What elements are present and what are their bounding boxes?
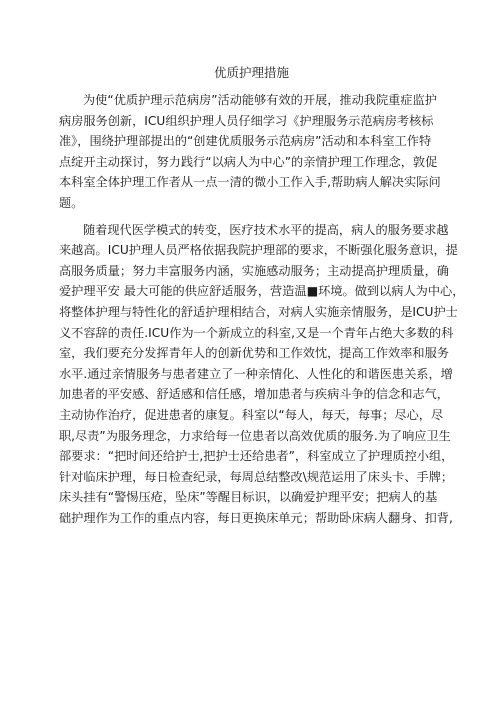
paragraph-line: 准》，围绕护理部提出的“创建优质服务示范病房”活动和本科室工作特 [59,134,432,149]
paragraph-line: 为使“优质护理示范病房”活动能够有效的开展，推动我院重症监护 [83,93,437,107]
paragraph-line: 病房服务创新，ICU组织护理人员仔细学习《护理服务示范病房考核标 [59,113,434,128]
paragraph-line: 爱护理平安 最大可能的供应舒适服务，营造温■环境。做到以病人为中心， [59,284,465,299]
paragraph-line: 将整体护理与特性化的舒适护理相结合，对病人实施亲情服务，是ICU护士 [59,304,458,319]
paragraph-line: 床头挂有“警惕压疮，坠床”等醒目标识，以确爱护理平安；把病人的基 [59,490,438,505]
paragraph-1 [59,90,441,214]
paragraph-line: 职,尽责”为服务理念，力求给每一位患者以高效优质的服务.为了响应卫生 [59,428,451,443]
paragraph-line: 本科室全体护理工作者从一点一清的微小工作入手,帮助病人解决实际问 [59,175,441,190]
paragraph-line: 加患者的平安感、舒适感和信任感，增加患者与疾病斗争的信念和志气， [59,387,449,402]
paragraph-line: 部要求：“把时间还给护士,把护士还给患者”，科室成立了护理质控小组， [59,449,454,464]
paragraph-line: 来越高。ICU护理人员严格依据我院护理部的要求，不断强化服务意识，提 [59,243,458,258]
paragraph-line: 水平.通过亲情服务与患者建立了一种亲情化、人性化的和谐医患关系，增 [59,366,453,381]
document-title: 优质护理措施 [213,65,289,80]
paragraph-line: 随着现代医学模式的转变，医疗技术水平的提高，病人的服务要求越 [83,222,449,237]
paragraph-2 [59,220,465,529]
paragraph-line: 点绽开主动探讨，努力践行“以病人为中心”的亲情护理工作理念，敦促 [59,154,438,169]
paragraph-line: 针对临床护理，每日检查纪录，每周总结整改\规范运用了床头卡、手牌； [59,469,454,484]
paragraph-line: 室，我们要充分发挥青年人的创新优势和工作效忱，提高工作效率和服务 [59,346,449,361]
paragraph-line: 义不容辞的责任.ICU作为一个新成立的科室,又是一个青年占绝大多数的科 [59,325,454,340]
paragraph-line: 础护理作为工作的重点内容，每日更换床单元；帮助卧床病人翻身、扣背, [59,510,453,525]
paragraph-line: 题。 [59,195,84,210]
paragraph-line: 高服务质量；努力丰富服务内涵，实施感动服务；主动提高护理质量，确 [59,263,449,278]
paragraph-line: 主动协作治疗，促进患者的康复。科室以“每人，每天，每事；尽心，尽 [59,407,444,422]
